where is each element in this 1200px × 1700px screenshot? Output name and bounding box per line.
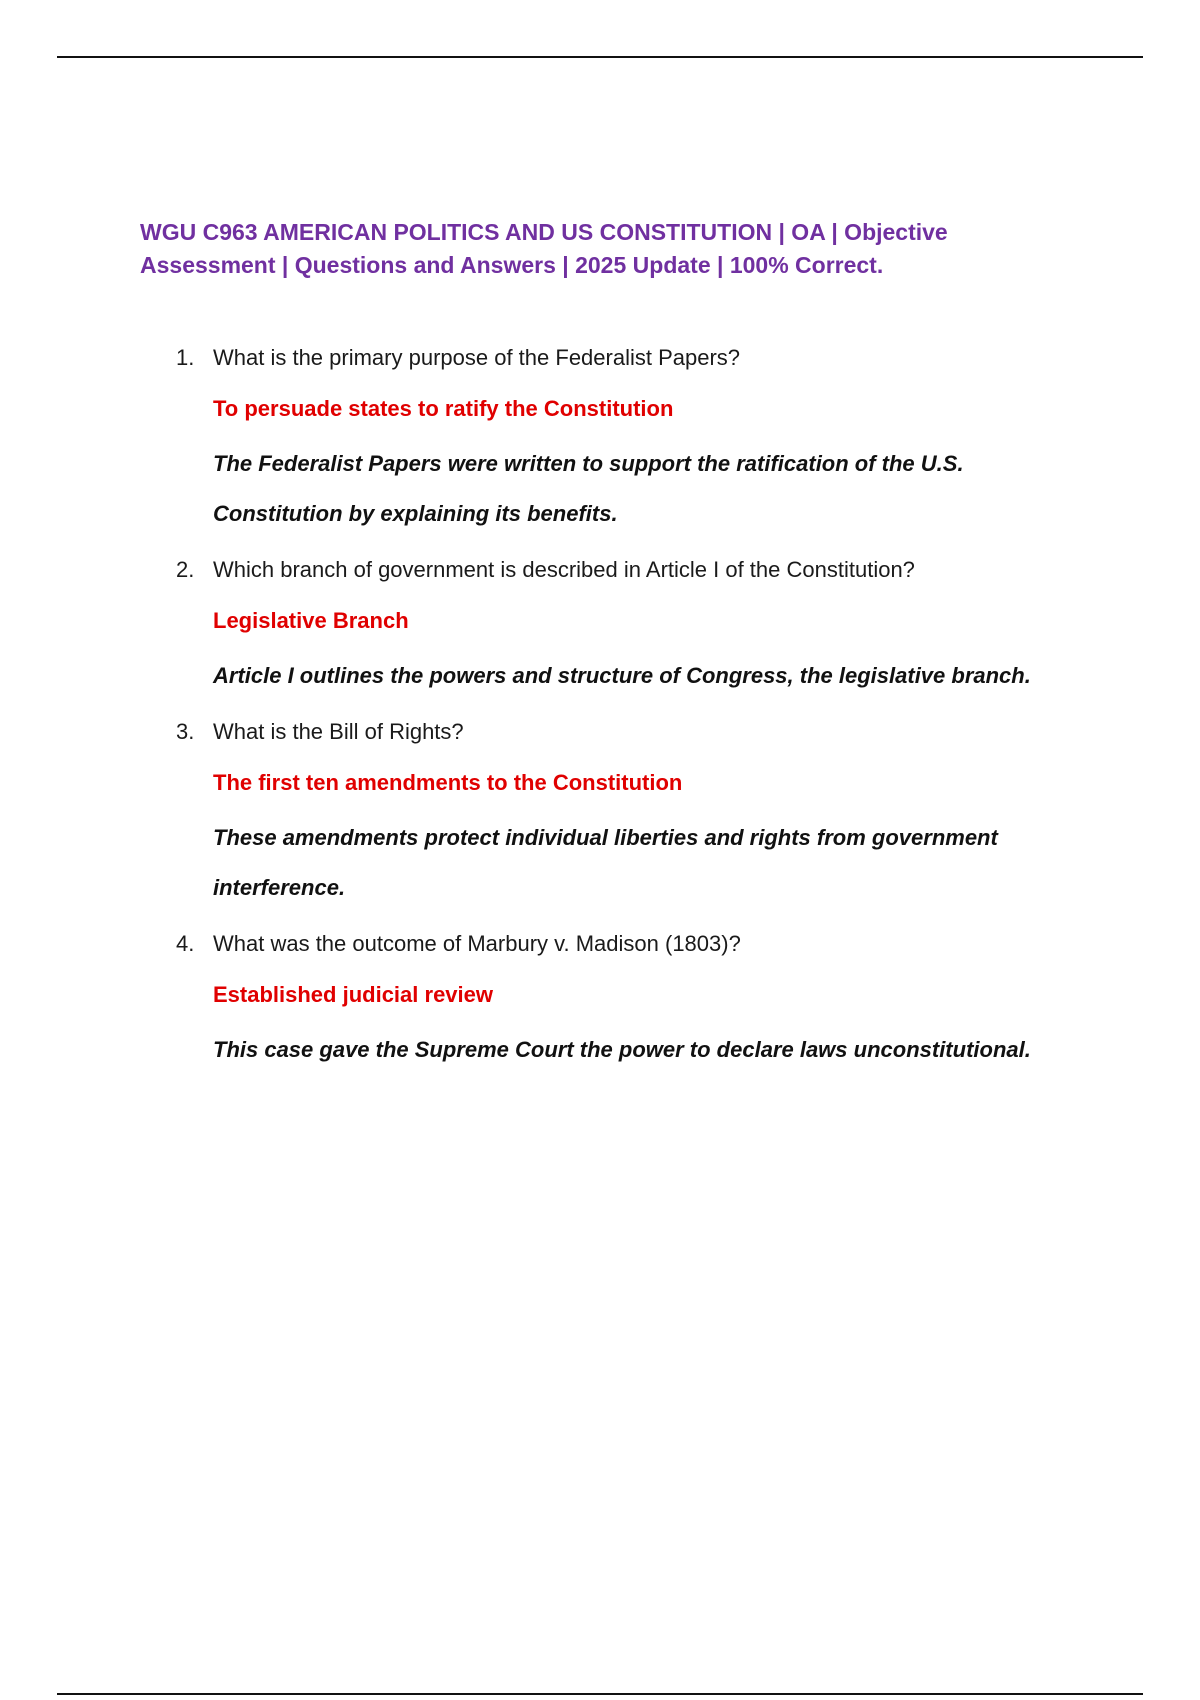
question-item-1: [176, 338, 1056, 539]
answer-text: Legislative Branch: [213, 608, 409, 633]
question-item-3: [176, 712, 1056, 913]
question-item-2: [176, 550, 1056, 701]
footer-rule: [57, 1693, 1143, 1695]
answer-text: The first ten amendments to the Constitution: [213, 770, 683, 795]
explanation-text: This case gave the Supreme Court the power to declare laws unconstitutional.: [213, 1037, 1031, 1062]
question-list: [176, 338, 1056, 1086]
explanation-text: The Federalist Papers were written to support the ratification of the U.S. Constitution by explaining its benefits.: [213, 451, 964, 526]
header-rule: [57, 56, 1143, 58]
question-item-4: [176, 924, 1056, 1075]
question-number: 1.: [176, 345, 195, 370]
question-number: 3.: [176, 719, 195, 744]
explanation-text: These amendments protect individual liberties and rights from government interference.: [213, 825, 998, 900]
question-text: What is the Bill of Rights?: [213, 719, 464, 744]
question-text: What is the primary purpose of the Federalist Papers?: [213, 345, 741, 370]
question-text: Which branch of government is described in Article I of the Constitution?: [213, 557, 915, 582]
question-number: 4.: [176, 931, 195, 956]
answer-text: Established judicial review: [213, 982, 493, 1007]
question-number: 2.: [176, 557, 195, 582]
question-text: What was the outcome of Marbury v. Madison (1803)?: [213, 931, 741, 956]
explanation-text: Article I outlines the powers and structure of Congress, the legislative branch.: [213, 663, 1031, 688]
document-title: WGU C963 AMERICAN POLITICS AND US CONSTITUTION | OA | Objective Assessment | Questions and Answers | 2025 Update | 100% Correct.: [140, 219, 948, 278]
answer-text: To persuade states to ratify the Constitution: [213, 396, 674, 421]
